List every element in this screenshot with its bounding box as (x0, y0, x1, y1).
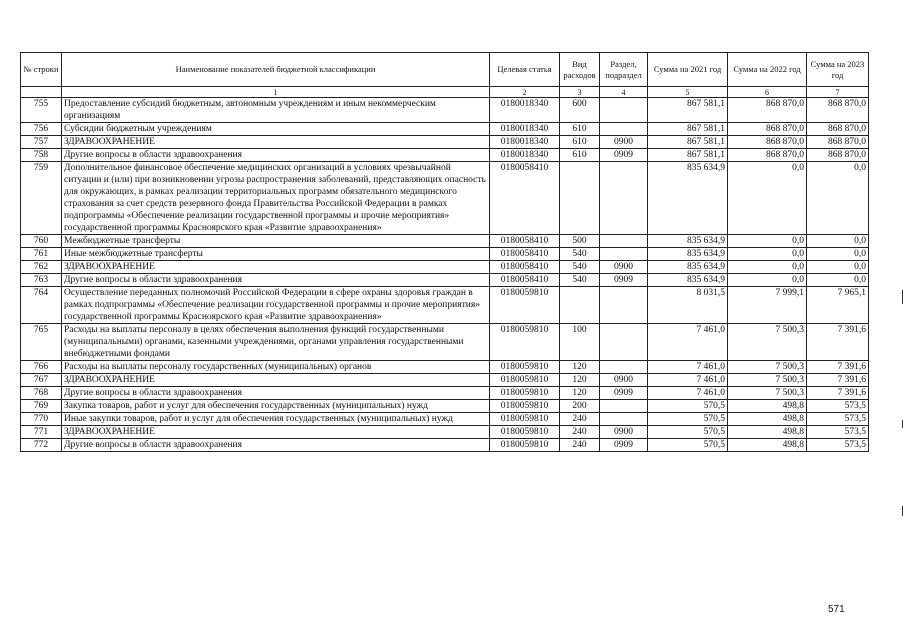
section-code: 0900 (600, 426, 648, 439)
target-article: 0180018340 (490, 149, 560, 162)
header-indicator-name: Наименование показателей бюджетной классификации (62, 53, 490, 87)
sum-2023: 868 870,0 (807, 149, 869, 162)
header-target-article: Целевая статья (490, 53, 560, 87)
table-row (21, 136, 869, 149)
target-article: 0180059810 (490, 426, 560, 439)
header-section: Раздел, подраздел (600, 53, 648, 87)
sum-2021: 835 634,9 (648, 248, 728, 261)
target-article: 0180059810 (490, 400, 560, 413)
section-code: 0909 (600, 387, 648, 400)
section-code: 0909 (600, 274, 648, 287)
table-row (21, 261, 869, 274)
row-number: 759 (21, 162, 62, 235)
section-code: 0909 (600, 439, 648, 452)
expense-type: 120 (560, 374, 600, 387)
expense-type (560, 287, 600, 324)
row-number: 762 (21, 261, 62, 274)
sum-2021: 835 634,9 (648, 261, 728, 274)
budget-table (20, 52, 869, 452)
column-number: 7 (807, 87, 869, 98)
expense-type: 240 (560, 426, 600, 439)
expense-type: 540 (560, 274, 600, 287)
indicator-name: ЗДРАВООХРАНЕНИЕ (62, 426, 490, 439)
target-article: 0180059810 (490, 361, 560, 374)
sum-2022: 0,0 (728, 248, 807, 261)
sum-2021: 7 461,0 (648, 387, 728, 400)
target-article: 0180058410 (490, 274, 560, 287)
indicator-name: Предоставление субсидий бюджетным, автономным учреждениям и иным некоммерческим организациям (62, 98, 490, 123)
section-code (600, 98, 648, 123)
indicator-name: Расходы на выплаты персоналу государственных (муниципальных) органов (62, 361, 490, 374)
table-row (21, 400, 869, 413)
column-number-row (21, 87, 869, 98)
sum-2023: 7 391,6 (807, 324, 869, 361)
section-code (600, 248, 648, 261)
row-number: 761 (21, 248, 62, 261)
row-number: 767 (21, 374, 62, 387)
expense-type: 100 (560, 324, 600, 361)
sum-2021: 570,5 (648, 413, 728, 426)
sum-2023: 0,0 (807, 261, 869, 274)
sum-2022: 0,0 (728, 235, 807, 248)
table-row (21, 235, 869, 248)
indicator-name: Осуществление переданных полномочий Российской Федерации в сфере охраны здоровья граждан в рамках подпрограммы «Обеспечение реализации государственной программы и прочие мероприятия» государственной программы Красноярского края «Развитие здравоохранения» (62, 287, 490, 324)
sum-2022: 7 999,1 (728, 287, 807, 324)
target-article: 0180018340 (490, 136, 560, 149)
section-code: 0900 (600, 136, 648, 149)
sum-2022: 0,0 (728, 274, 807, 287)
row-number: 760 (21, 235, 62, 248)
target-article: 0180059810 (490, 439, 560, 452)
table-row (21, 324, 869, 361)
table-row (21, 98, 869, 123)
section-code (600, 123, 648, 136)
expense-type: 240 (560, 439, 600, 452)
sum-2022: 498,8 (728, 439, 807, 452)
indicator-name: Расходы на выплаты персоналу в целях обеспечения выполнения функций государственными (муниципальными) органами, казенными учреждениями, органами управления государственными внебюджетными фондами (62, 324, 490, 361)
sum-2021: 835 634,9 (648, 162, 728, 235)
expense-type: 600 (560, 98, 600, 123)
row-number: 765 (21, 324, 62, 361)
table-body (21, 98, 869, 452)
expense-type: 610 (560, 123, 600, 136)
sum-2021: 570,5 (648, 400, 728, 413)
target-article: 0180059810 (490, 324, 560, 361)
sum-2021: 867 581,1 (648, 98, 728, 123)
table-row (21, 374, 869, 387)
table-row (21, 413, 869, 426)
table-row (21, 123, 869, 136)
section-code (600, 162, 648, 235)
row-number: 770 (21, 413, 62, 426)
sum-2021: 867 581,1 (648, 149, 728, 162)
header-sum-2023: Сумма на 2023 год (807, 53, 869, 87)
row-number: 766 (21, 361, 62, 374)
row-number: 769 (21, 400, 62, 413)
table-row (21, 248, 869, 261)
sum-2023: 573,5 (807, 400, 869, 413)
expense-type: 610 (560, 149, 600, 162)
sum-2023: 868 870,0 (807, 123, 869, 136)
indicator-name: Другие вопросы в области здравоохранения (62, 149, 490, 162)
expense-type: 120 (560, 361, 600, 374)
sum-2023: 7 391,6 (807, 361, 869, 374)
indicator-name: ЗДРАВООХРАНЕНИЕ (62, 261, 490, 274)
sum-2023: 0,0 (807, 162, 869, 235)
row-number: 763 (21, 274, 62, 287)
sum-2021: 8 031,5 (648, 287, 728, 324)
target-article: 0180018340 (490, 98, 560, 123)
expense-type: 540 (560, 261, 600, 274)
indicator-name: Межбюджетные трансферты (62, 235, 490, 248)
section-code (600, 413, 648, 426)
section-code (600, 235, 648, 248)
sum-2022: 7 500,3 (728, 374, 807, 387)
expense-type: 200 (560, 400, 600, 413)
indicator-name: ЗДРАВООХРАНЕНИЕ (62, 374, 490, 387)
table-row (21, 426, 869, 439)
target-article: 0180058410 (490, 261, 560, 274)
column-number-blank (21, 87, 62, 98)
row-number: 772 (21, 439, 62, 452)
section-code: 0909 (600, 149, 648, 162)
section-code (600, 324, 648, 361)
header-row (21, 53, 869, 87)
expense-type: 610 (560, 136, 600, 149)
section-code: 0900 (600, 261, 648, 274)
sum-2021: 835 634,9 (648, 235, 728, 248)
page-number: 571 (828, 604, 845, 615)
column-number: 1 (62, 87, 490, 98)
table-row (21, 361, 869, 374)
target-article: 0180058410 (490, 248, 560, 261)
column-number: 5 (648, 87, 728, 98)
row-number: 764 (21, 287, 62, 324)
section-code: 0900 (600, 374, 648, 387)
expense-type: 540 (560, 248, 600, 261)
sum-2021: 7 461,0 (648, 324, 728, 361)
sum-2022: 7 500,3 (728, 387, 807, 400)
indicator-name: Другие вопросы в области здравоохранения (62, 439, 490, 452)
target-article: 0180059810 (490, 374, 560, 387)
sum-2022: 7 500,3 (728, 324, 807, 361)
header-expense-type: Вид расходов (560, 53, 600, 87)
expense-type: 240 (560, 413, 600, 426)
column-number: 6 (728, 87, 807, 98)
sum-2022: 868 870,0 (728, 149, 807, 162)
target-article: 0180058410 (490, 235, 560, 248)
sum-2023: 7 391,6 (807, 387, 869, 400)
indicator-name: ЗДРАВООХРАНЕНИЕ (62, 136, 490, 149)
row-number: 757 (21, 136, 62, 149)
row-number: 771 (21, 426, 62, 439)
section-code (600, 361, 648, 374)
table-row (21, 149, 869, 162)
expense-type: 500 (560, 235, 600, 248)
target-article: 0180059810 (490, 413, 560, 426)
target-article: 0180058410 (490, 162, 560, 235)
sum-2022: 0,0 (728, 162, 807, 235)
sum-2023: 7 391,6 (807, 374, 869, 387)
sum-2022: 498,8 (728, 426, 807, 439)
sum-2022: 498,8 (728, 400, 807, 413)
sum-2022: 7 500,3 (728, 361, 807, 374)
sum-2023: 573,5 (807, 426, 869, 439)
target-article: 0180018340 (490, 123, 560, 136)
margin-mark (902, 420, 903, 428)
table-row (21, 387, 869, 400)
sum-2022: 868 870,0 (728, 123, 807, 136)
sum-2021: 867 581,1 (648, 136, 728, 149)
margin-mark (902, 290, 903, 304)
target-article: 0180059810 (490, 287, 560, 324)
sum-2021: 7 461,0 (648, 361, 728, 374)
sum-2021: 867 581,1 (648, 123, 728, 136)
expense-type: 120 (560, 387, 600, 400)
indicator-name: Иные закупки товаров, работ и услуг для обеспечения государственных (муниципальных) нужд (62, 413, 490, 426)
sum-2021: 570,5 (648, 426, 728, 439)
target-article: 0180059810 (490, 387, 560, 400)
table-row (21, 162, 869, 235)
indicator-name: Субсидии бюджетным учреждениям (62, 123, 490, 136)
row-number: 758 (21, 149, 62, 162)
row-number: 755 (21, 98, 62, 123)
header-sum-2021: Сумма на 2021 год (648, 53, 728, 87)
indicator-name: Закупка товаров, работ и услуг для обеспечения государственных (муниципальных) нужд (62, 400, 490, 413)
section-code (600, 287, 648, 324)
sum-2023: 0,0 (807, 248, 869, 261)
indicator-name: Иные межбюджетные трансферты (62, 248, 490, 261)
sum-2022: 498,8 (728, 413, 807, 426)
sum-2021: 570,5 (648, 439, 728, 452)
row-number: 756 (21, 123, 62, 136)
section-code (600, 400, 648, 413)
sum-2023: 0,0 (807, 235, 869, 248)
row-number: 768 (21, 387, 62, 400)
margin-mark (902, 506, 903, 516)
sum-2021: 835 634,9 (648, 274, 728, 287)
sum-2022: 868 870,0 (728, 98, 807, 123)
sum-2023: 573,5 (807, 413, 869, 426)
column-number: 3 (560, 87, 600, 98)
indicator-name: Дополнительное финансовое обеспечение медицинских организаций в условиях чрезвычайной ситуации и (или) при возникновении угрозы распространения заболеваний, представляющих опасность для окружающих, в рамках реализации территориальных программ обязательного медицинского страхования за счет средств резервного фонда Правительства Российской Федерации в рамках подпрограммы «Обеспечение реализации государственной программы и прочие мероприятия» государственной программы Красноярского края «Развитие здравоохранения» (62, 162, 490, 235)
indicator-name: Другие вопросы в области здравоохранения (62, 274, 490, 287)
header-row-number: № строки (21, 53, 62, 87)
header-sum-2022: Сумма на 2022 год (728, 53, 807, 87)
sum-2021: 7 461,0 (648, 374, 728, 387)
sum-2023: 573,5 (807, 439, 869, 452)
column-number: 2 (490, 87, 560, 98)
column-number: 4 (600, 87, 648, 98)
sum-2023: 0,0 (807, 274, 869, 287)
table-row (21, 287, 869, 324)
sum-2023: 868 870,0 (807, 136, 869, 149)
indicator-name: Другие вопросы в области здравоохранения (62, 387, 490, 400)
sum-2022: 868 870,0 (728, 136, 807, 149)
sum-2022: 0,0 (728, 261, 807, 274)
sum-2023: 868 870,0 (807, 98, 869, 123)
table-row (21, 274, 869, 287)
sum-2023: 7 965,1 (807, 287, 869, 324)
expense-type (560, 162, 600, 235)
table-row (21, 439, 869, 452)
